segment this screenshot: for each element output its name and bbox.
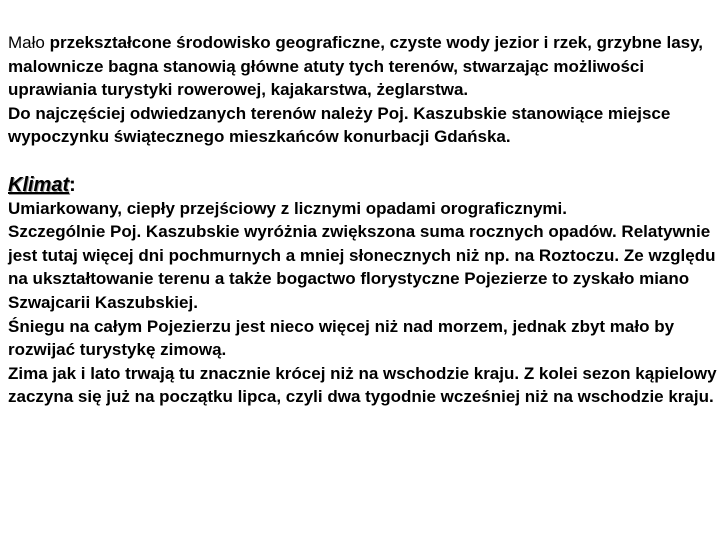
- climate-paragraph-2: Szczególnie Poj. Kaszubskie wyróżnia zwiększona suma rocznych opadów. Relatywnie jest tutaj więcej dni pochmurnych a mniej słonecznych niż np. na Roztoczu. Ze względu na ukształtowanie terenu a także bogactwo florystyczne Pojezierze to zyskało miano Szwajcarii Kaszubskiej.: [8, 222, 716, 312]
- climate-paragraph-4: Zima jak i lato trwają tu znacznie krócej niż na wschodzie kraju. Z kolei sezon kąpielowy zaczyna się już na początku lipca, czyli dwa tygodnie wcześniej niż na wschodzie kraju.: [8, 363, 717, 407]
- intro-paragraph-1-text: przekształcone środowisko geograficzne, czyste wody jezior i rzek, grzybne lasy, malownicze bagna stanowią główne atuty tych terenów, stwarzając możliwości uprawiania turystyki rowerowej, kajakarstwa, żeglarstwa.: [8, 33, 704, 100]
- intro-paragraph-1: [8, 31, 720, 102]
- climate-heading: [8, 173, 720, 197]
- climate-heading-text: Klimat: [8, 173, 70, 196]
- climate-paragraph-3: Śniegu na całym Pojezierzu jest nieco więcej niż nad morzem, jednak zbyt mało by rozwijać turystykę zimową.: [8, 316, 675, 360]
- climate-heading-colon: :: [69, 173, 76, 196]
- intro-paragraph-1-lead: Mało: [8, 33, 50, 52]
- intro-paragraph-2: Do najczęściej odwiedzanych terenów należy Poj. Kaszubskie stanowiące miejsce wypoczynku świątecznego mieszkańców konurbacji Gdańska.: [8, 103, 671, 147]
- section-spacer: [8, 149, 720, 173]
- climate-section: [8, 173, 720, 409]
- climate-paragraph-1: Umiarkowany, ciepły przejściowy z licznymi opadami orograficznymi.: [8, 198, 567, 218]
- intro-section: [8, 31, 720, 149]
